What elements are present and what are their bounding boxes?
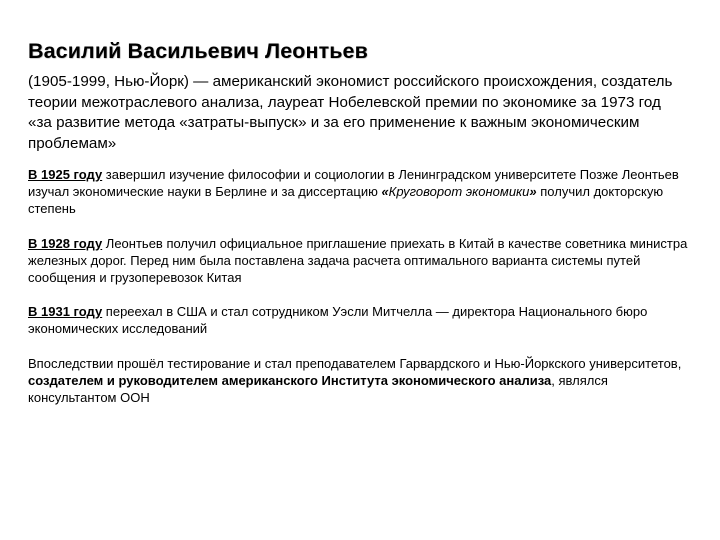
year-1925: В 1925 году — [28, 167, 103, 182]
paragraph-1931 — [28, 303, 688, 337]
intro-paragraph: (1905-1999, Нью-Йорк) — американский экономист российского происхождения, создатель теории межотраслевого анализа, лауреат Нобелевской премии по экономике за 1973 год «за развитие метода «затраты-выпуск» и за его применение к важным экономическим проблемам» — [28, 73, 673, 152]
page-title: Василий Васильевич Леонтьев — [28, 39, 368, 63]
paragraph-later-text-a: Впоследствии прошёл тестирование и стал преподавателем Гарвардского и Нью-Йоркского университетов, — [28, 355, 682, 371]
paragraph-1931-text: переехал в США и стал сотрудником Уэсли Митчелла — директора Национального бюро экономических исследований — [28, 304, 648, 337]
paragraph-later-text-b: , являлся консультантом ООН — [28, 372, 608, 406]
paragraph-later — [28, 355, 688, 407]
paragraph-1925-text-b: получил докторскую степень — [28, 184, 664, 217]
institute-highlight: создателем и руководителем американского Института экономического анализа — [28, 372, 552, 388]
year-1928: В 1928 году — [28, 235, 103, 251]
paragraph-1925-text-a: завершил изучение философии и социологии в Ленинградском университете Позже Леонтьев изучал экономические науки в Берлине и за диссертацию — [28, 167, 679, 200]
quote-close: » — [529, 184, 537, 200]
paragraph-1928-text: Леонтьев получил официальное приглашение приехать в Китай в качестве советника министра железных дорог. Перед ним была поставлена задача расчета оптимального варианта системы путей сообщения и грузоперевозок Китая — [28, 235, 688, 286]
slide-content — [28, 38, 688, 423]
year-1931: В 1931 году — [28, 304, 103, 320]
work-title: Круговорот экономики — [388, 184, 530, 200]
paragraph-1928 — [28, 235, 688, 287]
quote-open: « — [381, 184, 389, 200]
paragraph-1925 — [28, 166, 688, 218]
